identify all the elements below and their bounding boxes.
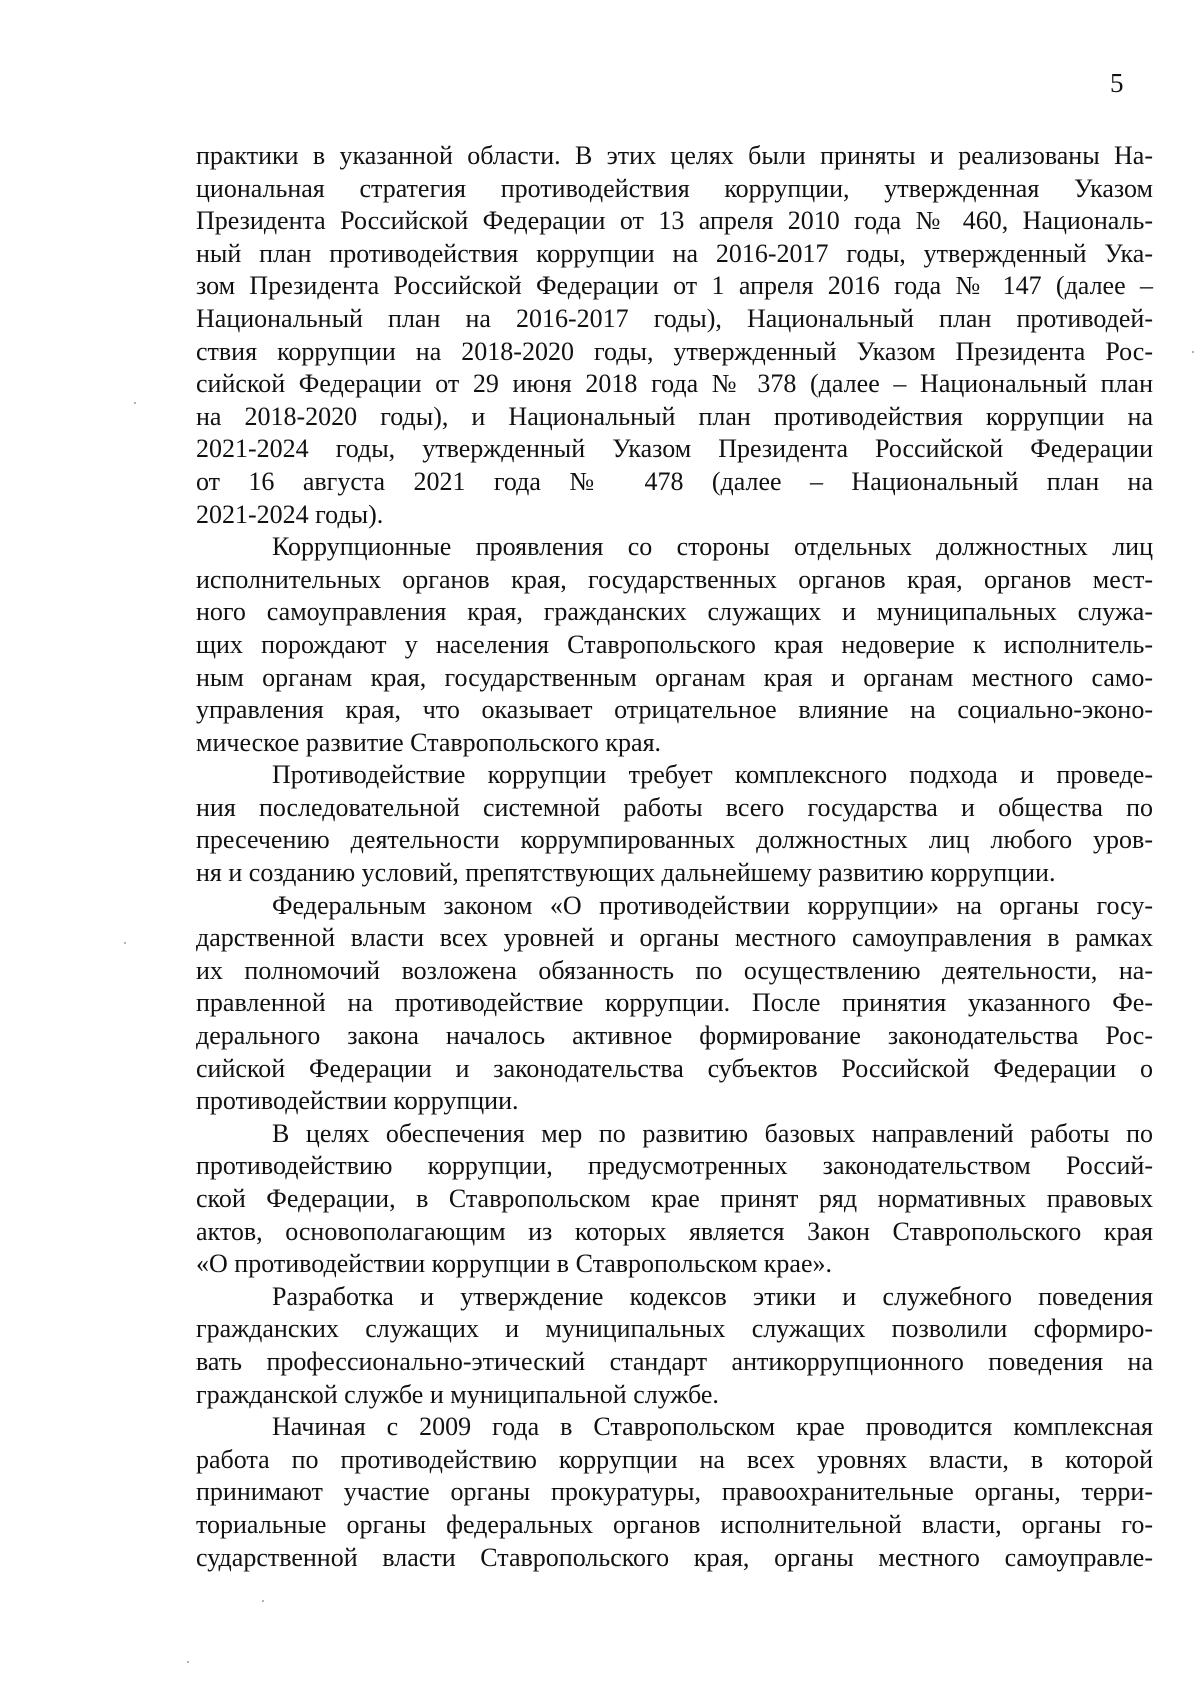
text-line: практики в указанной области. В этих целях были приняты и реализованы На- xyxy=(196,141,1153,170)
text-line: 2021-2024 годы). xyxy=(196,499,384,529)
text-line: дерального закона началось активное формирование законодательства Рос- xyxy=(196,1021,1153,1051)
page-number: 5 xyxy=(1110,68,1124,98)
text-line: работа по противодействию коррупции на всех уровнях власти, в которой xyxy=(196,1444,1153,1474)
text-line: актов, основополагающим из которых является Закон Ставропольского края xyxy=(196,1216,1153,1246)
scan-speck xyxy=(1192,351,1194,353)
text-line: дарственной власти всех уровней и органы местного самоуправления в рамках xyxy=(196,923,1153,953)
text-line: В целях обеспечения мер по развитию базовых направлений работы по xyxy=(272,1118,1153,1148)
text-line: «О противодействии коррупции в Ставропольском крае». xyxy=(196,1249,832,1279)
text-line: противодействии коррупции. xyxy=(196,1086,519,1116)
text-line: Разработка и утверждение кодексов этики и служебного поведения xyxy=(272,1281,1153,1311)
text-line: ного самоуправления края, гражданских служащих и муниципальных служа- xyxy=(196,597,1153,627)
text-line: ской Федерации, в Ставропольском крае принят ряд нормативных правовых xyxy=(196,1184,1153,1213)
text-line: циональная стратегия противодействия коррупции, утвержденная Указом xyxy=(196,173,1153,203)
text-line: зом Президента Российской Федерации от 1 апреля 2016 года № 147 (далее – xyxy=(196,271,1153,301)
text-line: вать профессионально-этический стандарт антикоррупционного поведения на xyxy=(196,1346,1153,1376)
paragraph xyxy=(196,140,1153,531)
text-line: противодействию коррупции, предусмотренных законодательством Россий- xyxy=(196,1151,1153,1181)
text-line: их полномочий возложена обязанность по осуществлению деятельности, на- xyxy=(196,955,1153,985)
text-line: ствия коррупции на 2018-2020 годы, утвержденный Указом Президента Рос- xyxy=(196,336,1153,366)
text-line: сударственной власти Ставропольского края, органы местного самоуправле- xyxy=(196,1542,1153,1572)
text-line: ториальные органы федеральных органов исполнительной власти, органы го- xyxy=(196,1509,1153,1539)
text-line: Национальный план на 2016-2017 годы), Национальный план противодей- xyxy=(196,303,1153,333)
text-line: исполнительных органов края, государственных органов края, органов мест- xyxy=(196,564,1153,594)
document-body xyxy=(196,140,1153,1574)
text-line: от 16 августа 2021 года № 478 (далее – Национальный план на xyxy=(196,466,1153,496)
text-line: гражданской службе и муниципальной службе. xyxy=(196,1379,719,1409)
text-line: принимают участие органы прокуратуры, правоохранительные органы, терри- xyxy=(196,1477,1153,1507)
text-line: Противодействие коррупции требует комплексного подхода и проведе- xyxy=(272,760,1153,790)
paragraph xyxy=(196,531,1153,759)
paragraph xyxy=(196,1118,1153,1281)
text-line: Коррупционные проявления со стороны отдельных должностных лиц xyxy=(272,532,1153,562)
paragraph xyxy=(196,890,1153,1118)
text-line: пресечению деятельности коррумпированных должностных лиц любого уров- xyxy=(196,825,1153,855)
text-line: сийской Федерации и законодательства субъектов Российской Федерации о xyxy=(196,1053,1153,1083)
text-line: ный план противодействия коррупции на 2016-2017 годы, утвержденный Ука- xyxy=(196,238,1153,268)
paragraph xyxy=(196,1281,1153,1411)
text-line: Президента Российской Федерации от 13 апреля 2010 года № 460, Националь- xyxy=(196,206,1153,236)
paragraph xyxy=(196,1411,1153,1574)
text-line: ня и созданию условий, препятствующих дальнейшему развитию коррупции. xyxy=(196,858,1056,888)
scan-speck xyxy=(262,1600,264,1602)
text-line: 2021-2024 годы, утвержденный Указом Президента Российской Федерации xyxy=(196,434,1153,464)
text-line: Начиная с 2009 года в Ставропольском крае проводится комплексная xyxy=(272,1412,1153,1442)
text-line: ния последовательной системной работы всего государства и общества по xyxy=(196,792,1153,822)
text-line: на 2018-2020 годы), и Национальный план противодействия коррупции на xyxy=(196,401,1153,431)
text-line: управления края, что оказывает отрицательное влияние на социально-эконо- xyxy=(196,695,1153,725)
text-line: Федеральным законом «О противодействии коррупции» на органы госу- xyxy=(272,890,1153,920)
text-line: гражданских служащих и муниципальных служащих позволили сформиро- xyxy=(196,1314,1153,1344)
text-line: ным органам края, государственным органам края и органам местного само- xyxy=(196,662,1153,692)
scan-speck xyxy=(187,1661,189,1663)
paragraph xyxy=(196,759,1153,889)
scan-speck xyxy=(124,942,126,944)
scan-speck xyxy=(134,402,136,404)
text-line: сийской Федерации от 29 июня 2018 года № 378 (далее – Национальный план xyxy=(196,369,1153,399)
text-line: мическое развитие Ставропольского края. xyxy=(196,727,662,757)
text-line: щих порождают у населения Ставропольского края недоверие к исполнитель- xyxy=(196,629,1153,659)
text-line: правленной на противодействие коррупции. После принятия указанного Фе- xyxy=(196,988,1153,1018)
